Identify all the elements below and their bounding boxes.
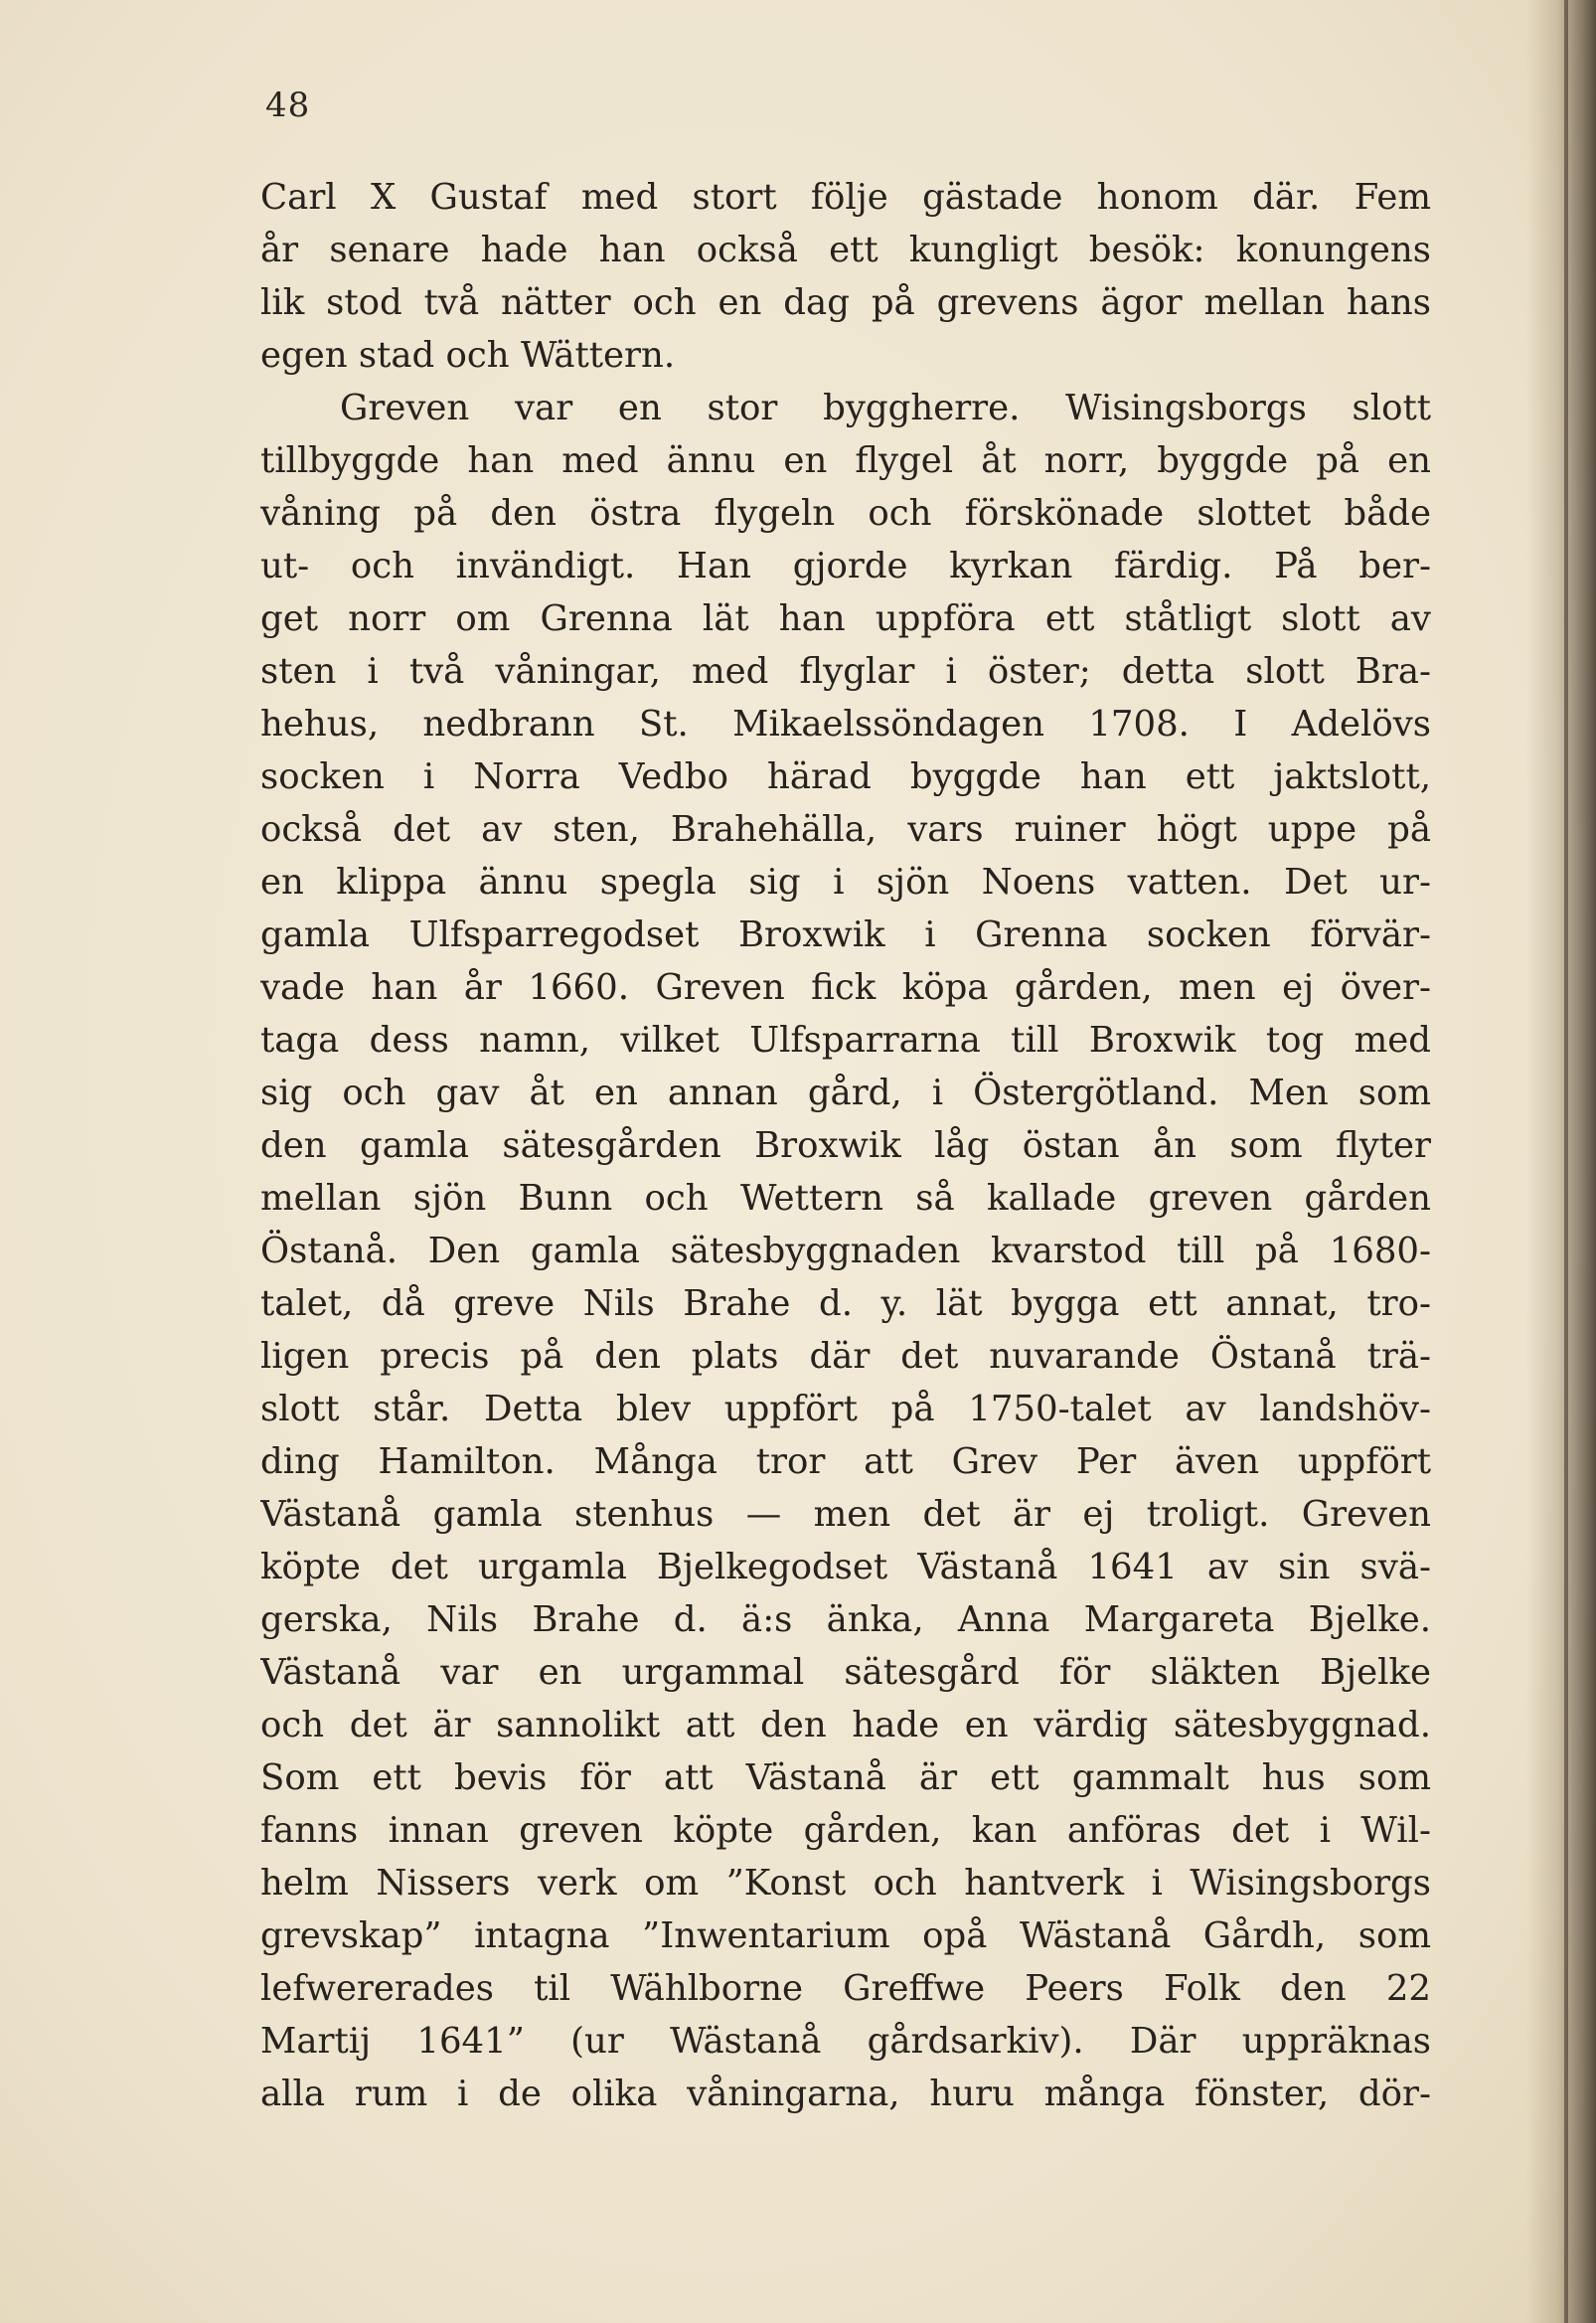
text-line: grevskap” intagna ”Inwentarium opå Wästanå Gårdh, som [260, 1915, 1431, 1956]
text-line: Västanå var en urgammal sätesgård för släkten Bjelke [260, 1652, 1431, 1693]
text-line: tillbyggde han med ännu en flygel åt norr, byggde på en [260, 440, 1431, 481]
text-line: gerska, Nils Brahe d. ä:s änka, Anna Margareta Bjelke. [260, 1599, 1431, 1640]
text-line: Som ett bevis för att Västanå är ett gammalt hus som [260, 1757, 1431, 1798]
text-line: en klippa ännu spegla sig i sjön Noens vatten. Det ur- [260, 862, 1431, 903]
text-line: köpte det urgamla Bjelkegodset Västanå 1641 av sin svä- [260, 1547, 1431, 1587]
text-line: Östanå. Den gamla sätesbyggnaden kvarstod till på 1680- [260, 1231, 1431, 1271]
text-line: get norr om Grenna lät han uppföra ett ståtligt slott av [260, 598, 1431, 639]
text-line: lik stod två nätter och en dag på grevens ägor mellan hans [260, 282, 1431, 323]
text-line: år senare hade han också ett kungligt besök: konungens [260, 230, 1431, 270]
page-edge [1564, 0, 1568, 2323]
text-line: taga dess namn, vilket Ulfsparrarna till Broxwik tog med [260, 1020, 1431, 1061]
text-line: lefwererades til Wählborne Greffwe Peers Folk den 22 [260, 1968, 1431, 2009]
page-gutter-shadow [1526, 0, 1596, 2323]
text-line: mellan sjön Bunn och Wettern så kallade greven gården [260, 1178, 1431, 1219]
text-line: ut- och invändigt. Han gjorde kyrkan färdig. På ber- [260, 546, 1431, 586]
text-line: sig och gav åt en annan gård, i Östergötland. Men som [260, 1073, 1431, 1113]
text-line: ligen precis på den plats där det nuvarande Östanå trä- [260, 1336, 1431, 1377]
text-line: alla rum i de olika våningarna, huru många fönster, dör- [260, 2074, 1431, 2114]
text-line: också det av sten, Brahehälla, vars ruiner högt uppe på [260, 809, 1431, 850]
text-line: Västanå gamla stenhus — men det är ej troligt. Greven [260, 1494, 1431, 1535]
text-line: fanns innan greven köpte gården, kan anföras det i Wil- [260, 1810, 1431, 1851]
text-line: egen stad och Wättern. [260, 335, 676, 376]
text-line: och det är sannolikt att den hade en värdig sätesbyggnad. [260, 1705, 1431, 1745]
text-line: Greven var en stor byggherre. Wisingsborgs slott [340, 388, 1431, 428]
text-line: slott står. Detta blev uppfört på 1750-talet av landshöv- [260, 1389, 1431, 1429]
page-number: 48 [265, 85, 311, 125]
text-line: Martij 1641” (ur Wästanå gårdsarkiv). Där uppräknas [260, 2021, 1431, 2062]
text-line: talet, då greve Nils Brahe d. y. lät bygga ett annat, tro- [260, 1283, 1431, 1324]
text-line: socken i Norra Vedbo härad byggde han ett jaktslott, [260, 756, 1431, 797]
text-line: den gamla sätesgården Broxwik låg östan ån som flyter [260, 1125, 1431, 1166]
text-line: helm Nissers verk om ”Konst och hantverk i Wisingsborgs [260, 1863, 1431, 1904]
body-text [260, 171, 1431, 2120]
text-line: sten i två våningar, med flyglar i öster; detta slott Bra- [260, 651, 1431, 692]
text-line: vade han år 1660. Greven fick köpa gården, men ej över- [260, 967, 1431, 1008]
text-line: ding Hamilton. Många tror att Grev Per även uppfört [260, 1441, 1431, 1482]
text-line: hehus, nedbrann St. Mikaelssöndagen 1708. I Adelövs [260, 704, 1431, 745]
text-line: Carl X Gustaf med stort följe gästade honom där. Fem [260, 177, 1431, 218]
text-line: våning på den östra flygeln och förskönade slottet både [260, 493, 1431, 534]
text-line: gamla Ulfsparregodset Broxwik i Grenna socken förvär- [260, 914, 1431, 955]
